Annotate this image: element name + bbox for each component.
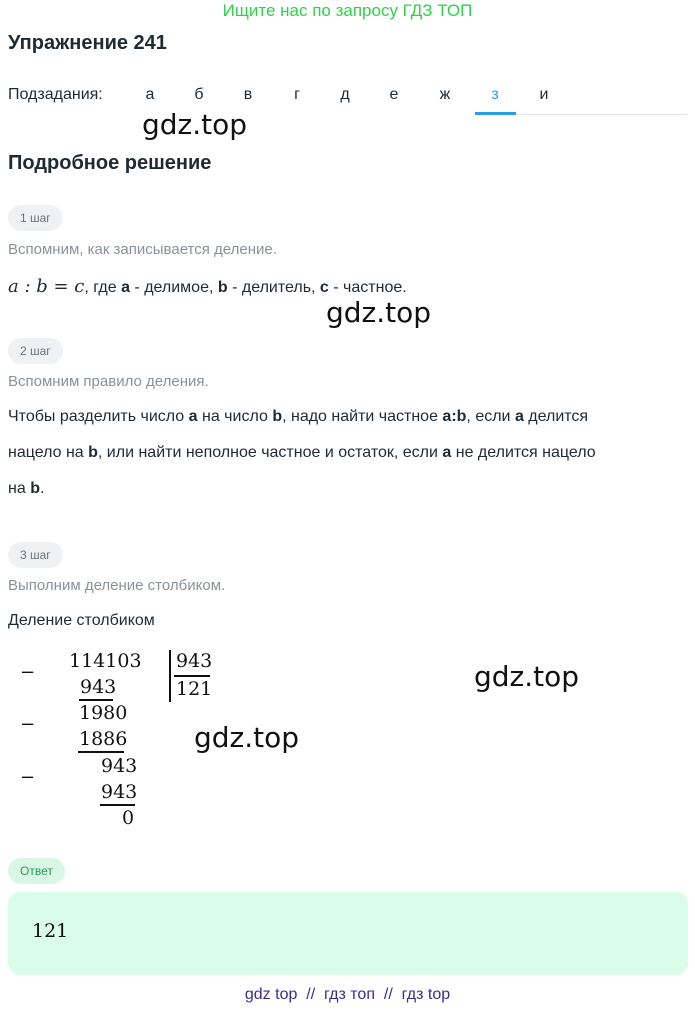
final-remainder: 0 (122, 807, 135, 829)
divisor-underline (174, 675, 210, 677)
minus-sign: − (20, 767, 36, 788)
subtrahend-2: 1886 (79, 728, 128, 750)
tab-a[interactable]: а (145, 86, 155, 103)
divisor: 943 (176, 650, 213, 672)
tab-b[interactable]: б (194, 86, 204, 103)
rule-line-2: нацело на b, или найти неполное частное и остаток, если a не делится нацело (8, 444, 596, 461)
subtrahend-1: 943 (80, 676, 117, 698)
page-title: Упражнение 241 (8, 32, 167, 54)
step-1-text: a : b = c, где a - делимое, b - делитель, c - частное. (8, 276, 407, 297)
tab-e[interactable]: е (389, 86, 399, 103)
step-3-badge: 3 шаг (8, 542, 63, 568)
step-2-badge: 2 шаг (8, 338, 63, 364)
active-tab-indicator (475, 112, 516, 115)
watermark: gdz.top (142, 108, 248, 141)
tab-zh[interactable]: ж (439, 86, 451, 103)
tab-z[interactable]: з (491, 86, 499, 103)
tab-i[interactable]: и (539, 86, 549, 103)
quotient: 121 (176, 678, 213, 700)
tab-v[interactable]: в (243, 86, 253, 103)
step-1-badge: 1 шаг (8, 205, 63, 231)
search-banner[interactable]: Ищите нас по запросу ГДЗ ТОП (222, 1, 473, 20)
tab-g[interactable]: г (294, 86, 300, 103)
step-1-hint: Вспомним, как записывается деление. (8, 241, 277, 258)
division-bar (169, 650, 171, 702)
tab-d[interactable]: д (340, 86, 350, 103)
step-3-hint: Выполним деление столбиком. (8, 577, 226, 594)
answer-value: 121 (32, 920, 69, 942)
watermark: gdz.top (474, 660, 580, 693)
division-formula: a : b = c (8, 276, 85, 297)
subtrahend-1-underline (79, 699, 113, 701)
solution-heading: Подробное решение (8, 152, 212, 174)
rule-line-3: на b. (8, 480, 45, 497)
minus-sign: − (20, 662, 36, 683)
watermark: gdz.top (194, 721, 300, 754)
dividend: 114103 (69, 650, 142, 672)
subtrahend-2-underline (78, 751, 124, 753)
remainder-2: 943 (101, 755, 138, 777)
long-division-heading: Деление столбиком (8, 612, 155, 629)
subtrahend-3-underline (100, 804, 135, 806)
subtasks-label: Подзадания: (8, 86, 103, 103)
answer-badge: Ответ (8, 858, 65, 884)
watermark: gdz.top (326, 296, 432, 329)
minus-sign: − (20, 714, 36, 735)
subtrahend-3: 943 (101, 781, 138, 803)
step-2-hint: Вспомним правило деления. (8, 373, 209, 390)
footer-links[interactable]: gdz top // гдз топ // гдз top (244, 986, 451, 1003)
answer-box (8, 892, 688, 975)
remainder-1: 1980 (79, 702, 128, 724)
rule-line-1: Чтобы разделить число a на число b, надо найти частное a:b, если a делится (8, 408, 589, 425)
